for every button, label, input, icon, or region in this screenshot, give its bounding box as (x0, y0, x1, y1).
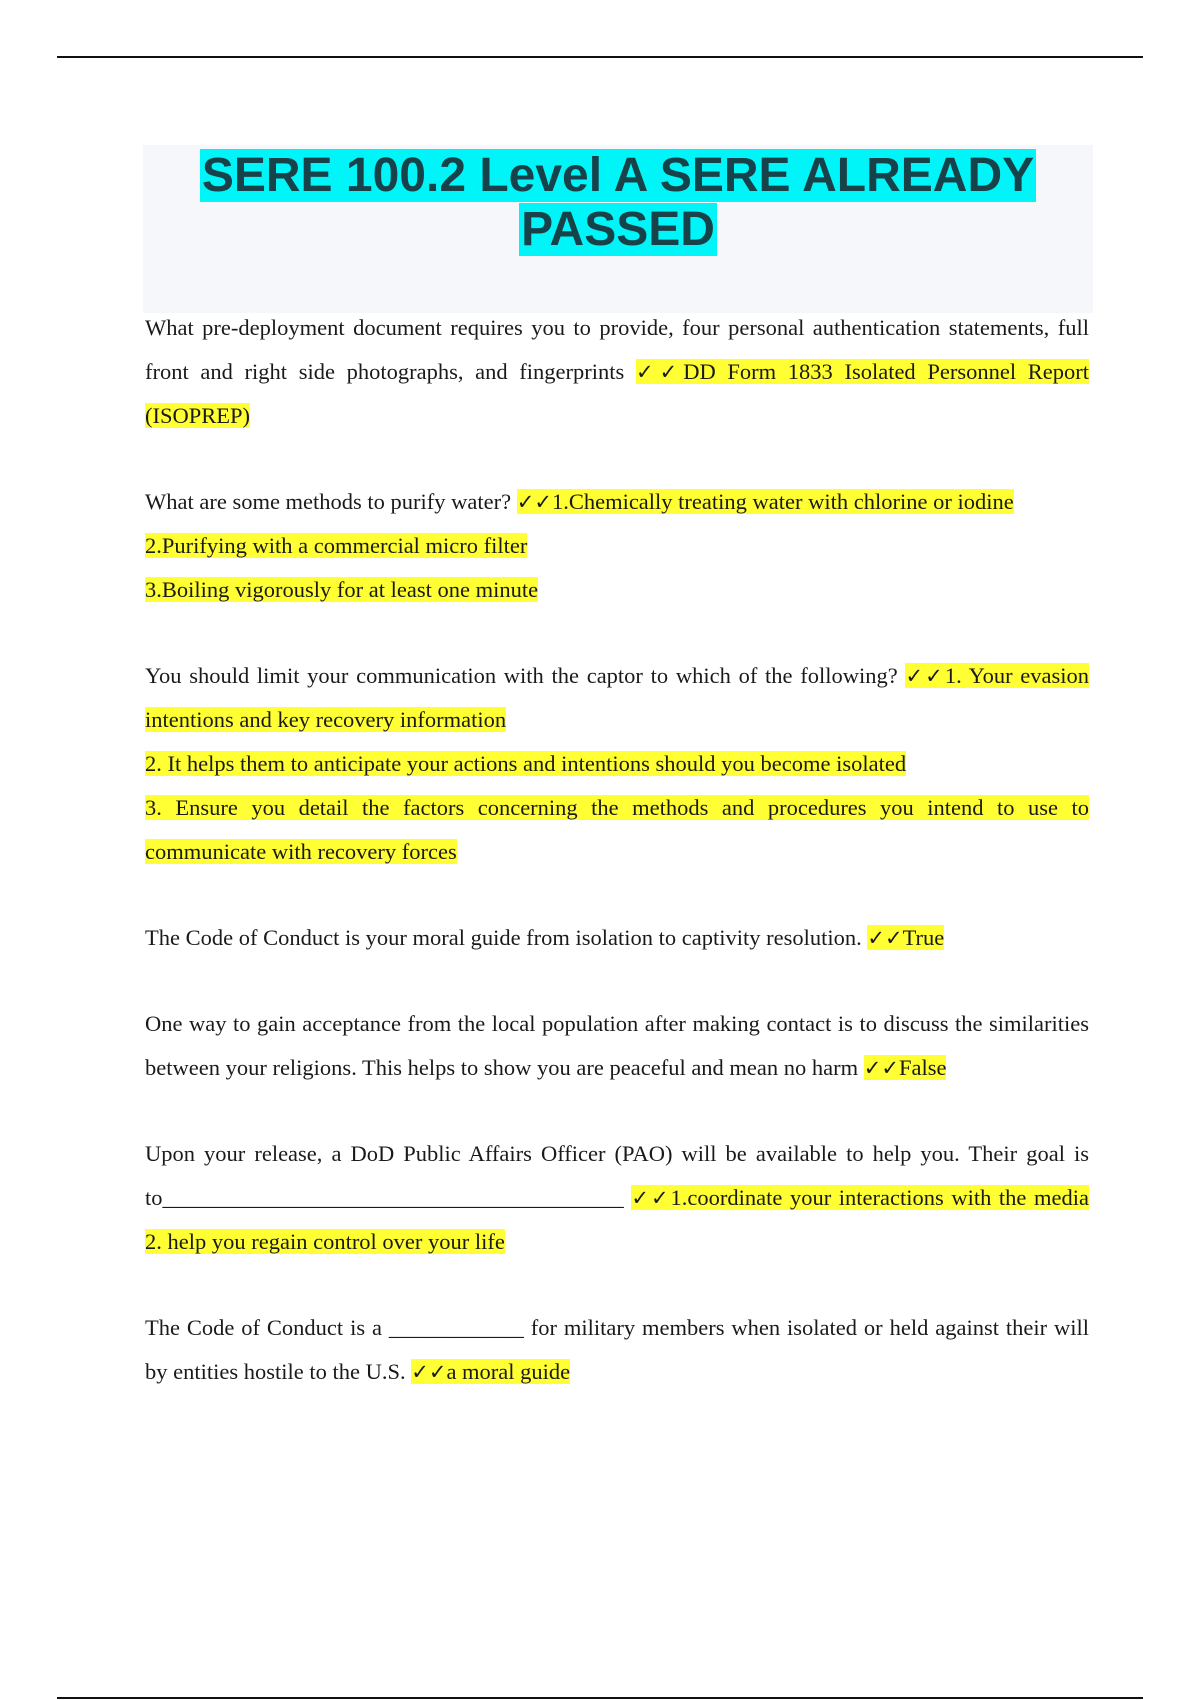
double-check-icon: ✓✓ (905, 664, 945, 688)
answer-text: 1.coordinate your interactions with the media 2. help you regain control over your life (145, 1185, 1089, 1254)
answer-text: 2.Purifying with a commercial micro filter (145, 533, 528, 558)
answer-text: 1.Chemically treating water with chlorine or iodine (551, 489, 1014, 514)
double-check-icon: ✓✓ (516, 490, 552, 514)
qa-item (145, 1306, 1089, 1394)
answer-highlight (864, 1055, 947, 1080)
title-banner (143, 145, 1093, 313)
answer-text: 1. Your evasion intentions and key recovery information (145, 663, 1090, 732)
question-text: What pre-deployment document requires you to provide, four personal authentication statements, full front and right side photographs, and fingerprints (145, 315, 1089, 384)
answer-highlight (867, 925, 944, 950)
double-check-icon: ✓✓ (411, 1360, 447, 1384)
question-text: Upon your release, a DoD Public Affairs Officer (PAO) will be available to help you. Their goal is to_________________________________________ (145, 1141, 1089, 1210)
question-text: One way to gain acceptance from the local population after making contact is to discuss the similarities between your religions. This helps to show you are peaceful and mean no harm (145, 1011, 1089, 1080)
answer-text: True (902, 925, 945, 950)
question-text: What are some methods to purify water? (145, 489, 512, 514)
top-rule (57, 56, 1143, 58)
double-check-icon: ✓✓ (867, 926, 903, 950)
answer-text: 2. It helps them to anticipate your actions and intentions should you become isolated (145, 751, 907, 776)
qa-item (145, 480, 1089, 612)
qa-item (145, 306, 1089, 438)
answer-text: 3. Ensure you detail the factors concerning the methods and procedures you intend to use to communicate with recovery forces (145, 795, 1089, 864)
qa-list (145, 306, 1089, 1436)
question-text: The Code of Conduct is your moral guide from isolation to captivity resolution. (145, 925, 862, 950)
answer-text: DD Form 1833 Isolated Personnel Report (ISOPREP) (145, 359, 1089, 428)
answer-highlight (517, 489, 1014, 514)
qa-item (145, 1002, 1089, 1090)
qa-item (145, 654, 1089, 874)
double-check-icon: ✓✓ (631, 1186, 671, 1210)
page-title: SERE 100.2 Level A SERE ALREADY PASSED (201, 149, 1035, 256)
qa-item (145, 1132, 1089, 1264)
answer-highlight (411, 1359, 570, 1384)
question-text: The Code of Conduct is a ____________ for military members when isolated or held against their will by entities hostile to the U.S. (145, 1315, 1089, 1384)
question-text: You should limit your communication with the captor to which of the following? (145, 663, 898, 688)
bottom-rule (57, 1697, 1143, 1699)
answer-text: a moral guide (446, 1359, 571, 1384)
double-check-icon: ✓✓ (863, 1056, 899, 1080)
qa-item (145, 916, 1089, 960)
answer-text: False (898, 1055, 947, 1080)
answer-text: 3.Boiling vigorously for at least one minute (145, 577, 539, 602)
double-check-icon: ✓✓ (635, 360, 684, 384)
